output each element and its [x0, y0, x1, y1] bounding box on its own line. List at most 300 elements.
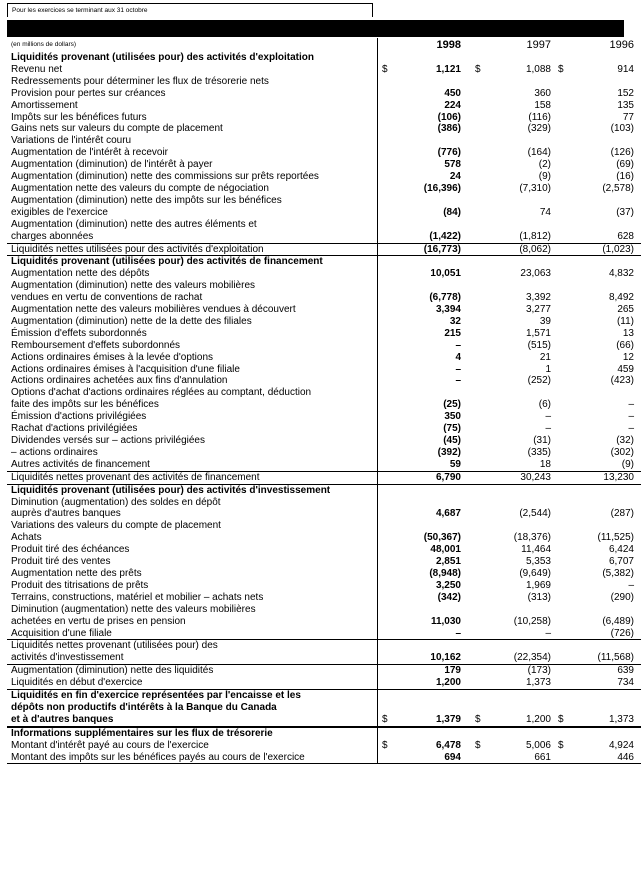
cell-value: (386) — [437, 123, 461, 135]
cell-value: (1,023) — [602, 243, 634, 255]
value-1996 — [554, 616, 641, 628]
value-1996 — [554, 100, 641, 112]
table-row — [7, 340, 641, 352]
value-1997 — [471, 304, 554, 316]
value-1997 — [471, 231, 554, 243]
cell-value: (75) — [443, 423, 461, 435]
row-label: charges abonnées — [7, 231, 378, 243]
table-row — [7, 520, 641, 532]
row-label: Augmentation (diminution) nette des impôts sur les bénéfices — [7, 195, 378, 207]
cell-value: (6) — [538, 399, 551, 411]
value-1996 — [554, 447, 641, 459]
value-1997 — [471, 100, 554, 112]
row-label: Variations des valeurs du compte de placement — [7, 520, 378, 532]
value-1998 — [378, 592, 472, 604]
value-1997 — [471, 243, 554, 256]
row-label: exigibles de l'exercice — [7, 207, 378, 219]
value-1996 — [554, 604, 641, 616]
row-label: Liquidités provenant (utilisées pour) des activités d'investissement — [7, 484, 378, 496]
cell-value: 2,851 — [435, 556, 461, 568]
value-1997 — [471, 328, 554, 340]
value-1998 — [378, 459, 472, 471]
cell-value: 10,051 — [430, 268, 461, 280]
table-row — [7, 435, 641, 447]
value-1997 — [471, 714, 554, 727]
value-1996 — [554, 484, 641, 496]
cell-value: 74 — [539, 206, 551, 218]
table-row — [7, 604, 641, 616]
table-row — [7, 292, 641, 304]
cell-value: 459 — [617, 363, 634, 375]
table-row — [7, 690, 641, 702]
row-label: Dividendes versés sur – actions privilégiées — [7, 435, 378, 447]
value-1996 — [554, 231, 641, 243]
year-header-1998: 1998 — [436, 39, 461, 51]
table-row — [7, 616, 641, 628]
cell-value: 4,687 — [435, 508, 461, 520]
row-label: Diminution (augmentation) des soldes en dépôt — [7, 497, 378, 509]
cell-value: (22,354) — [513, 652, 551, 664]
cell-value: (16,396) — [423, 182, 461, 194]
value-1996 — [554, 568, 641, 580]
cell-value: (18,376) — [513, 532, 551, 544]
table-row — [7, 256, 641, 268]
value-1998 — [378, 316, 472, 328]
value-1998 — [378, 183, 472, 195]
cell-value: (329) — [527, 123, 551, 135]
row-label: achetées en vertu de prises en pension — [7, 616, 378, 628]
value-1997 — [471, 352, 554, 364]
row-label: Rachat d'actions privilégiées — [7, 423, 378, 435]
value-1998 — [378, 714, 472, 727]
currency-symbol: $ — [558, 63, 564, 75]
cell-value: 59 — [449, 458, 461, 470]
cell-value: (31) — [533, 435, 551, 446]
row-label: Variations de l'intérêt couru — [7, 135, 378, 147]
cell-value: (342) — [437, 591, 461, 603]
value-1996 — [554, 328, 641, 340]
value-1998 — [378, 640, 472, 652]
cell-value: 5,353 — [525, 556, 551, 568]
table-row — [7, 702, 641, 714]
cell-value: – — [455, 339, 461, 351]
value-1998 — [378, 544, 472, 556]
value-1996 — [554, 387, 641, 399]
value-1998 — [378, 435, 472, 447]
currency-symbol: $ — [475, 739, 481, 751]
table-row — [7, 640, 641, 652]
value-1998 — [378, 64, 472, 76]
cell-value: – — [628, 411, 634, 423]
value-1998 — [378, 231, 472, 243]
cell-value: (16,773) — [423, 243, 461, 255]
cell-value: (11,568) — [597, 652, 634, 664]
cell-value: 23,063 — [520, 268, 551, 280]
cell-value: – — [455, 363, 461, 375]
cell-value: (302) — [610, 446, 634, 458]
value-1998 — [378, 740, 472, 752]
value-1996 — [554, 88, 641, 100]
table-row — [7, 207, 641, 219]
value-1997 — [471, 652, 554, 664]
cell-value: (50,367) — [423, 532, 461, 544]
cell-value: (103) — [610, 123, 634, 135]
row-label: Augmentation (diminution) nette des valeurs mobilières — [7, 280, 378, 292]
table-row — [7, 159, 641, 171]
value-1997 — [471, 207, 554, 219]
value-1996 — [554, 580, 641, 592]
row-label: Augmentation nette des dépôts — [7, 268, 378, 280]
cell-value: 10,162 — [430, 652, 461, 664]
row-label: Produit des titrisations de prêts — [7, 580, 378, 592]
cell-value: – — [545, 423, 551, 435]
value-1998 — [378, 580, 472, 592]
table-row — [7, 219, 641, 231]
value-1997 — [471, 568, 554, 580]
value-1998 — [378, 471, 472, 484]
table-row — [7, 112, 641, 124]
cell-value: (126) — [610, 147, 634, 159]
row-label: Actions ordinaires émises à l'acquisition d'une filiale — [7, 364, 378, 376]
value-1998 — [378, 195, 472, 207]
row-label: Redressements pour déterminer les flux de trésorerie nets — [7, 76, 378, 88]
table-row — [7, 714, 641, 727]
value-1997 — [471, 375, 554, 387]
value-1998 — [378, 447, 472, 459]
row-label: Provision pour pertes sur créances — [7, 88, 378, 100]
cell-value: 135 — [617, 99, 634, 111]
value-1997 — [471, 195, 554, 207]
cell-value: (173) — [527, 665, 551, 677]
value-1998 — [378, 147, 472, 159]
cell-value: 265 — [617, 304, 634, 316]
period-note: Pour les exercices se terminant aux 31 octobre — [7, 3, 373, 17]
cell-value: 224 — [444, 99, 461, 111]
value-1996 — [554, 159, 641, 171]
cell-value: 694 — [444, 751, 461, 763]
row-label: Diminution (augmentation) nette des valeurs mobilières — [7, 604, 378, 616]
value-1998 — [378, 520, 472, 532]
table-row — [7, 195, 641, 207]
row-label: Actions ordinaires émises à la levée d'options — [7, 352, 378, 364]
value-1997 — [471, 628, 554, 640]
table-row — [7, 592, 641, 604]
cell-value: 18 — [539, 458, 551, 470]
cell-value: 4,832 — [608, 268, 634, 280]
row-label: Émission d'effets subordonnés — [7, 328, 378, 340]
value-1997 — [471, 159, 554, 171]
cell-value: 1,969 — [525, 579, 551, 591]
value-1996 — [554, 652, 641, 664]
table-row — [7, 88, 641, 100]
value-1997 — [471, 471, 554, 484]
value-1998 — [378, 677, 472, 689]
value-1996 — [554, 256, 641, 268]
value-1997 — [471, 183, 554, 195]
cell-value: 8,492 — [608, 292, 634, 304]
value-1997 — [471, 112, 554, 124]
value-1997 — [471, 604, 554, 616]
cell-value: (6,489) — [602, 615, 634, 627]
value-1996 — [554, 219, 641, 231]
value-1997 — [471, 702, 554, 714]
cell-value: 1,121 — [435, 63, 461, 75]
cell-value: (7,310) — [519, 182, 551, 194]
cell-value: (290) — [610, 591, 634, 603]
value-1996 — [554, 340, 641, 352]
cell-value: (16) — [616, 171, 634, 183]
value-1998 — [378, 292, 472, 304]
value-1996 — [554, 592, 641, 604]
value-1997 — [471, 268, 554, 280]
value-1997 — [471, 280, 554, 292]
cell-value: 12 — [622, 351, 634, 363]
cell-value: 152 — [617, 87, 634, 99]
cell-value: – — [455, 375, 461, 387]
table-row — [7, 568, 641, 580]
cell-value: (9) — [621, 458, 634, 470]
value-1996 — [554, 435, 641, 447]
row-label: et à d'autres banques — [7, 714, 378, 727]
cash-flow-table — [7, 38, 641, 764]
table-row — [7, 304, 641, 316]
value-1996 — [554, 508, 641, 520]
value-1998 — [378, 508, 472, 520]
value-1996 — [554, 268, 641, 280]
value-1997 — [471, 497, 554, 509]
cell-value: 39 — [539, 315, 551, 327]
row-label: Amortissement — [7, 100, 378, 112]
currency-symbol: $ — [382, 713, 388, 725]
value-1998 — [378, 171, 472, 183]
cell-value: (423) — [610, 375, 634, 387]
value-1996 — [554, 544, 641, 556]
value-1998 — [378, 652, 472, 664]
value-1996 — [554, 316, 641, 328]
value-1997 — [471, 399, 554, 411]
value-1998 — [378, 256, 472, 268]
cell-value: (116) — [528, 111, 551, 123]
currency-symbol: $ — [382, 63, 388, 75]
table-row — [7, 123, 641, 135]
cell-value: 1,373 — [525, 677, 551, 689]
row-label: Liquidités en début d'exercice — [7, 677, 378, 689]
cell-value: – — [545, 627, 551, 639]
value-1998 — [378, 219, 472, 231]
cell-value: (8,062) — [519, 243, 551, 255]
cell-value: 30,243 — [520, 471, 551, 483]
cell-value: (1,812) — [519, 230, 551, 242]
cell-value: (6,778) — [429, 292, 461, 304]
cell-value: (69) — [616, 159, 634, 171]
value-1997 — [471, 135, 554, 147]
table-row — [7, 268, 641, 280]
value-1996 — [554, 520, 641, 532]
value-1998 — [378, 328, 472, 340]
cell-value: – — [455, 627, 461, 639]
table-row — [7, 328, 641, 340]
cell-value: (84) — [443, 206, 461, 218]
cell-value: (25) — [443, 399, 461, 411]
value-1998 — [378, 123, 472, 135]
value-1997 — [471, 592, 554, 604]
cell-value: 1,571 — [525, 327, 551, 339]
row-label: Montant des impôts sur les bénéfices payés au cours de l'exercice — [7, 752, 378, 764]
row-label: Augmentation (diminution) nette des autres éléments et — [7, 219, 378, 231]
table-row — [7, 147, 641, 159]
value-1997 — [471, 544, 554, 556]
cell-value: (164) — [527, 147, 551, 159]
row-label: Liquidités provenant (utilisées pour) des activités d'exploitation — [7, 52, 378, 64]
cell-value: (9) — [538, 171, 551, 183]
value-1996 — [554, 195, 641, 207]
value-1997 — [471, 520, 554, 532]
value-1997 — [471, 556, 554, 568]
cell-value: (11) — [616, 315, 634, 327]
row-label: Montant d'intérêt payé au cours de l'exercice — [7, 740, 378, 752]
cell-value: 3,394 — [435, 304, 461, 316]
value-1996 — [554, 740, 641, 752]
table-row — [7, 665, 641, 677]
table-row — [7, 399, 641, 411]
cell-value: (335) — [527, 446, 551, 458]
value-1997 — [471, 88, 554, 100]
table-row — [7, 677, 641, 689]
cell-value: 179 — [444, 665, 461, 677]
row-label: faite des impôts sur les bénéfices — [7, 399, 378, 411]
table-row — [7, 352, 641, 364]
value-1998 — [378, 702, 472, 714]
row-label: auprès d'autres banques — [7, 508, 378, 520]
value-1997 — [471, 364, 554, 376]
value-1997 — [471, 411, 554, 423]
cell-value: (66) — [616, 339, 634, 351]
table-row — [7, 580, 641, 592]
cell-value: 3,392 — [525, 292, 551, 304]
year-header-1996: 1996 — [609, 39, 634, 51]
value-1997 — [471, 423, 554, 435]
value-1997 — [471, 532, 554, 544]
cell-value: 578 — [444, 159, 461, 171]
value-1998 — [378, 112, 472, 124]
cell-value: 3,250 — [435, 579, 461, 591]
cell-value: (392) — [437, 446, 461, 458]
table-row — [7, 752, 641, 764]
table-row — [7, 532, 641, 544]
table-row — [7, 52, 641, 64]
value-1996 — [554, 702, 641, 714]
value-1996 — [554, 752, 641, 764]
value-1997 — [471, 665, 554, 677]
value-1997 — [471, 387, 554, 399]
value-1996 — [554, 64, 641, 76]
table-row — [7, 459, 641, 471]
value-1997 — [471, 171, 554, 183]
year-header-1997: 1997 — [526, 39, 551, 51]
row-label: Autres activités de financement — [7, 459, 378, 471]
currency-symbol: $ — [382, 739, 388, 751]
value-1998 — [378, 352, 472, 364]
cell-value: (726) — [610, 627, 634, 639]
value-1997 — [471, 727, 554, 740]
row-label: Liquidités provenant (utilisées pour) des activités de financement — [7, 256, 378, 268]
table-row — [7, 231, 641, 243]
cell-value: 77 — [622, 111, 634, 123]
cell-value: 48,001 — [430, 544, 461, 556]
table-row — [7, 497, 641, 509]
value-1998 — [378, 52, 472, 64]
cell-value: 734 — [617, 677, 634, 689]
value-1996 — [554, 459, 641, 471]
value-1997 — [471, 76, 554, 88]
cell-value: (32) — [616, 435, 634, 446]
value-1998 — [378, 752, 472, 764]
table-row — [7, 171, 641, 183]
value-1996 — [554, 714, 641, 727]
cell-value: 6,790 — [435, 471, 461, 483]
value-1997 — [471, 435, 554, 447]
value-1996 — [554, 628, 641, 640]
cell-value: 1,373 — [608, 713, 634, 725]
value-1996 — [554, 243, 641, 256]
cell-value: 215 — [444, 327, 461, 339]
table-row — [7, 316, 641, 328]
row-label: Remboursement d'effets subordonnés — [7, 340, 378, 352]
table-row — [7, 423, 641, 435]
value-1997 — [471, 752, 554, 764]
value-1998 — [378, 532, 472, 544]
value-1998 — [378, 484, 472, 496]
value-1997 — [471, 316, 554, 328]
cell-value: 450 — [444, 87, 461, 99]
cell-value: 6,424 — [608, 544, 634, 556]
cell-value: (9,649) — [519, 567, 551, 579]
value-1996 — [554, 497, 641, 509]
row-label: Options d'achat d'actions ordinaires réglées au comptant, déduction — [7, 387, 378, 399]
value-1998 — [378, 690, 472, 702]
value-1998 — [378, 399, 472, 411]
value-1996 — [554, 677, 641, 689]
row-label: Terrains, constructions, matériel et mobilier – achats nets — [7, 592, 378, 604]
cell-value: 13 — [622, 327, 634, 339]
value-1996 — [554, 52, 641, 64]
row-label: Augmentation (diminution) de l'intérêt à payer — [7, 159, 378, 171]
cell-value: 446 — [617, 751, 634, 763]
table-row — [7, 411, 641, 423]
value-1996 — [554, 423, 641, 435]
value-1997 — [471, 740, 554, 752]
value-1997 — [471, 219, 554, 231]
row-label: Actions ordinaires achetées aux fins d'annulation — [7, 375, 378, 387]
cell-value: 3,277 — [525, 304, 551, 316]
value-1996 — [554, 556, 641, 568]
cell-value: – — [628, 423, 634, 435]
value-1996 — [554, 690, 641, 702]
cell-value: (252) — [527, 375, 551, 387]
row-label: Liquidités nettes utilisées pour des activités d'exploitation — [7, 243, 378, 256]
value-1998 — [378, 616, 472, 628]
row-label: – actions ordinaires — [7, 447, 378, 459]
value-1998 — [378, 556, 472, 568]
row-label: activités d'investissement — [7, 652, 378, 664]
cell-value: (10,258) — [513, 615, 551, 627]
cell-value: 1,088 — [525, 63, 551, 75]
value-1998 — [378, 375, 472, 387]
row-label: Produit tiré des ventes — [7, 556, 378, 568]
table-row — [7, 183, 641, 195]
table-row — [7, 243, 641, 256]
cell-value: 6,707 — [608, 556, 634, 568]
